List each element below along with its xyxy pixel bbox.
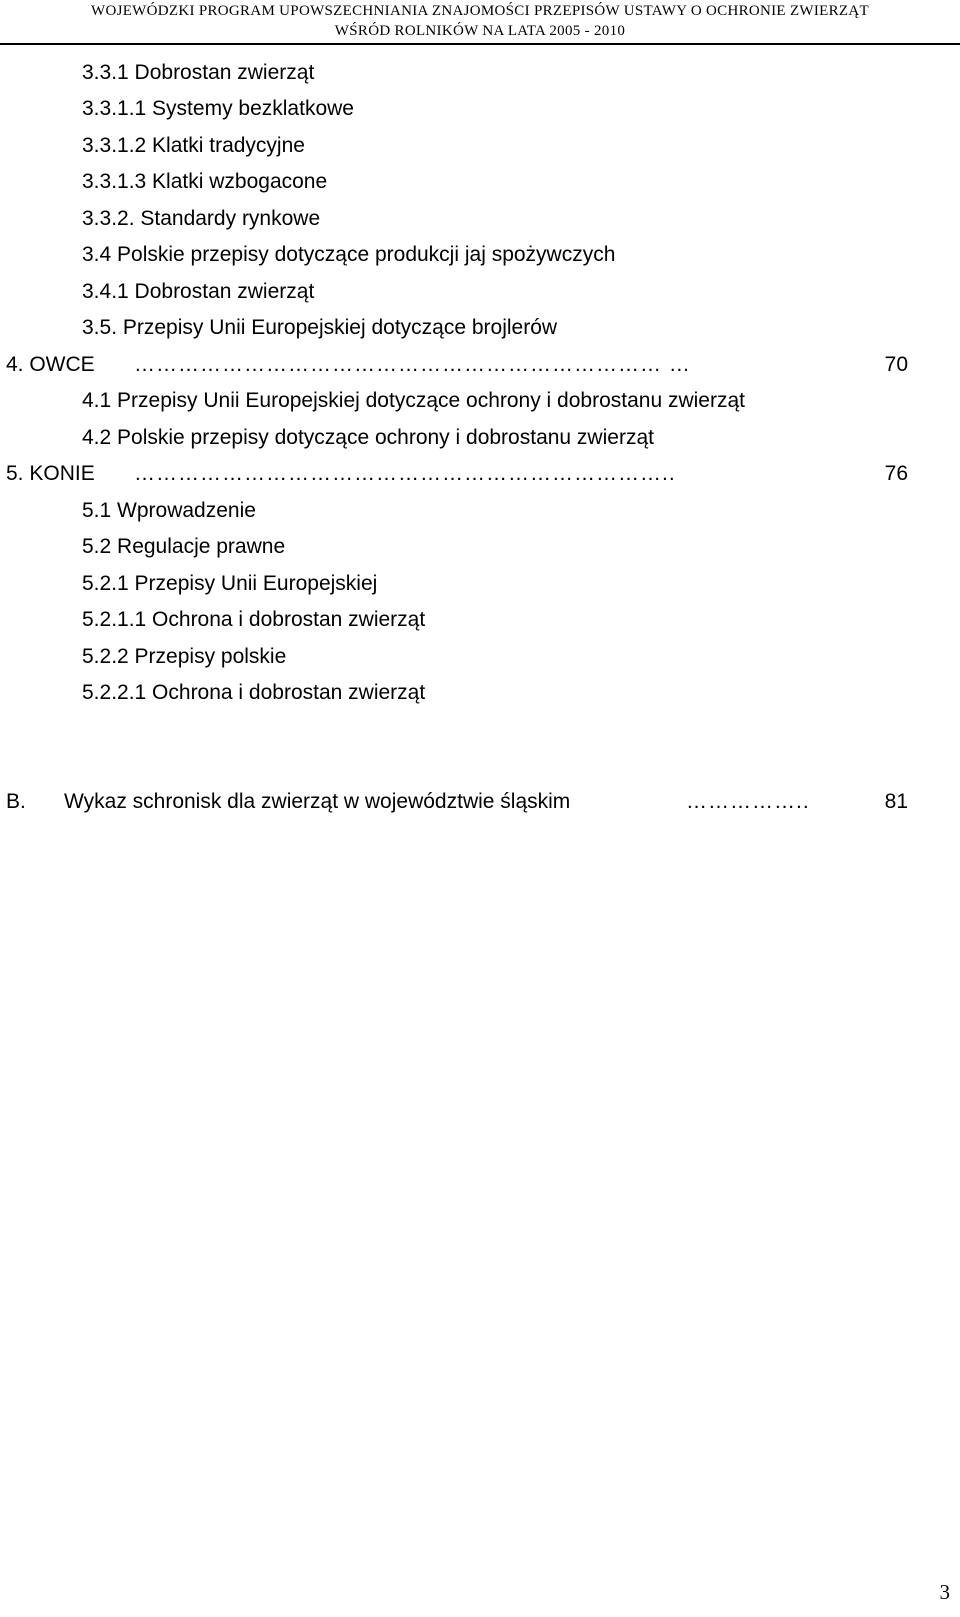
toc-entry: 3.4 Polskie przepisy dotyczące produkcji jaj spożywczych <box>82 243 616 266</box>
toc-entry-label: 4. OWCE <box>6 353 95 376</box>
toc-page-number: 70 <box>884 353 908 376</box>
toc-entry-konie <box>6 461 908 487</box>
toc-entry-label: 5. KONIE <box>6 462 95 485</box>
toc-appendix-b <box>6 789 908 815</box>
page-number: 3 <box>939 1580 950 1604</box>
dot-leader: …………….. <box>686 790 810 813</box>
toc-entry: 5.2 Regulacje prawne <box>82 535 286 558</box>
header-title-line1: WOJEWÓDZKI PROGRAM UPOWSZECHNIANIA ZNAJOMOŚCI PRZEPISÓW USTAWY O OCHRONIE ZWIERZĄT <box>90 3 869 19</box>
toc-entry: 3.3.2. Standardy rynkowe <box>82 207 321 230</box>
toc-entry: 3.3.1.1 Systemy bezklatkowe <box>82 97 354 120</box>
toc-entry: 4.1 Przepisy Unii Europejskiej dotyczące ochrony i dobrostanu zwierząt <box>82 389 745 412</box>
appendix-number: B. <box>6 790 26 813</box>
toc-entry: 5.2.2.1 Ochrona i dobrostan zwierząt <box>82 681 426 704</box>
toc-entry: 4.2 Polskie przepisy dotyczące ochrony i dobrostanu zwierząt <box>82 426 654 449</box>
toc-entry: 5.2.1.1 Ochrona i dobrostan zwierząt <box>82 608 426 631</box>
dot-leader: ……………………………………………………………… … <box>134 353 691 376</box>
toc-entry: 5.2.2 Przepisy polskie <box>82 645 287 668</box>
running-header <box>0 0 960 44</box>
toc-page-number: 76 <box>884 462 908 485</box>
dot-leader: ……………………………………………………………….. <box>134 462 676 485</box>
toc-entry: 3.4.1 Dobrostan zwierząt <box>82 280 315 303</box>
toc-page-number: 81 <box>884 790 908 813</box>
toc-entry: 3.3.1.2 Klatki tradycyjne <box>82 134 305 157</box>
toc-entry: 3.3.1 Dobrostan zwierząt <box>82 61 315 84</box>
toc-entry: 3.3.1.3 Klatki wzbogacone <box>82 170 328 193</box>
header-title-line2: WŚRÓD ROLNIKÓW NA LATA 2005 - 2010 <box>334 23 626 39</box>
toc-entry-owce <box>6 352 908 378</box>
header-divider <box>0 43 960 45</box>
toc-entry: 3.5. Przepisy Unii Europejskiej dotyczące brojlerów <box>82 316 558 339</box>
toc-entry: 5.2.1 Przepisy Unii Europejskiej <box>82 572 378 595</box>
toc-entry: 5.1 Wprowadzenie <box>82 499 256 522</box>
appendix-label: Wykaz schronisk dla zwierząt w województwie śląskim <box>64 790 571 813</box>
